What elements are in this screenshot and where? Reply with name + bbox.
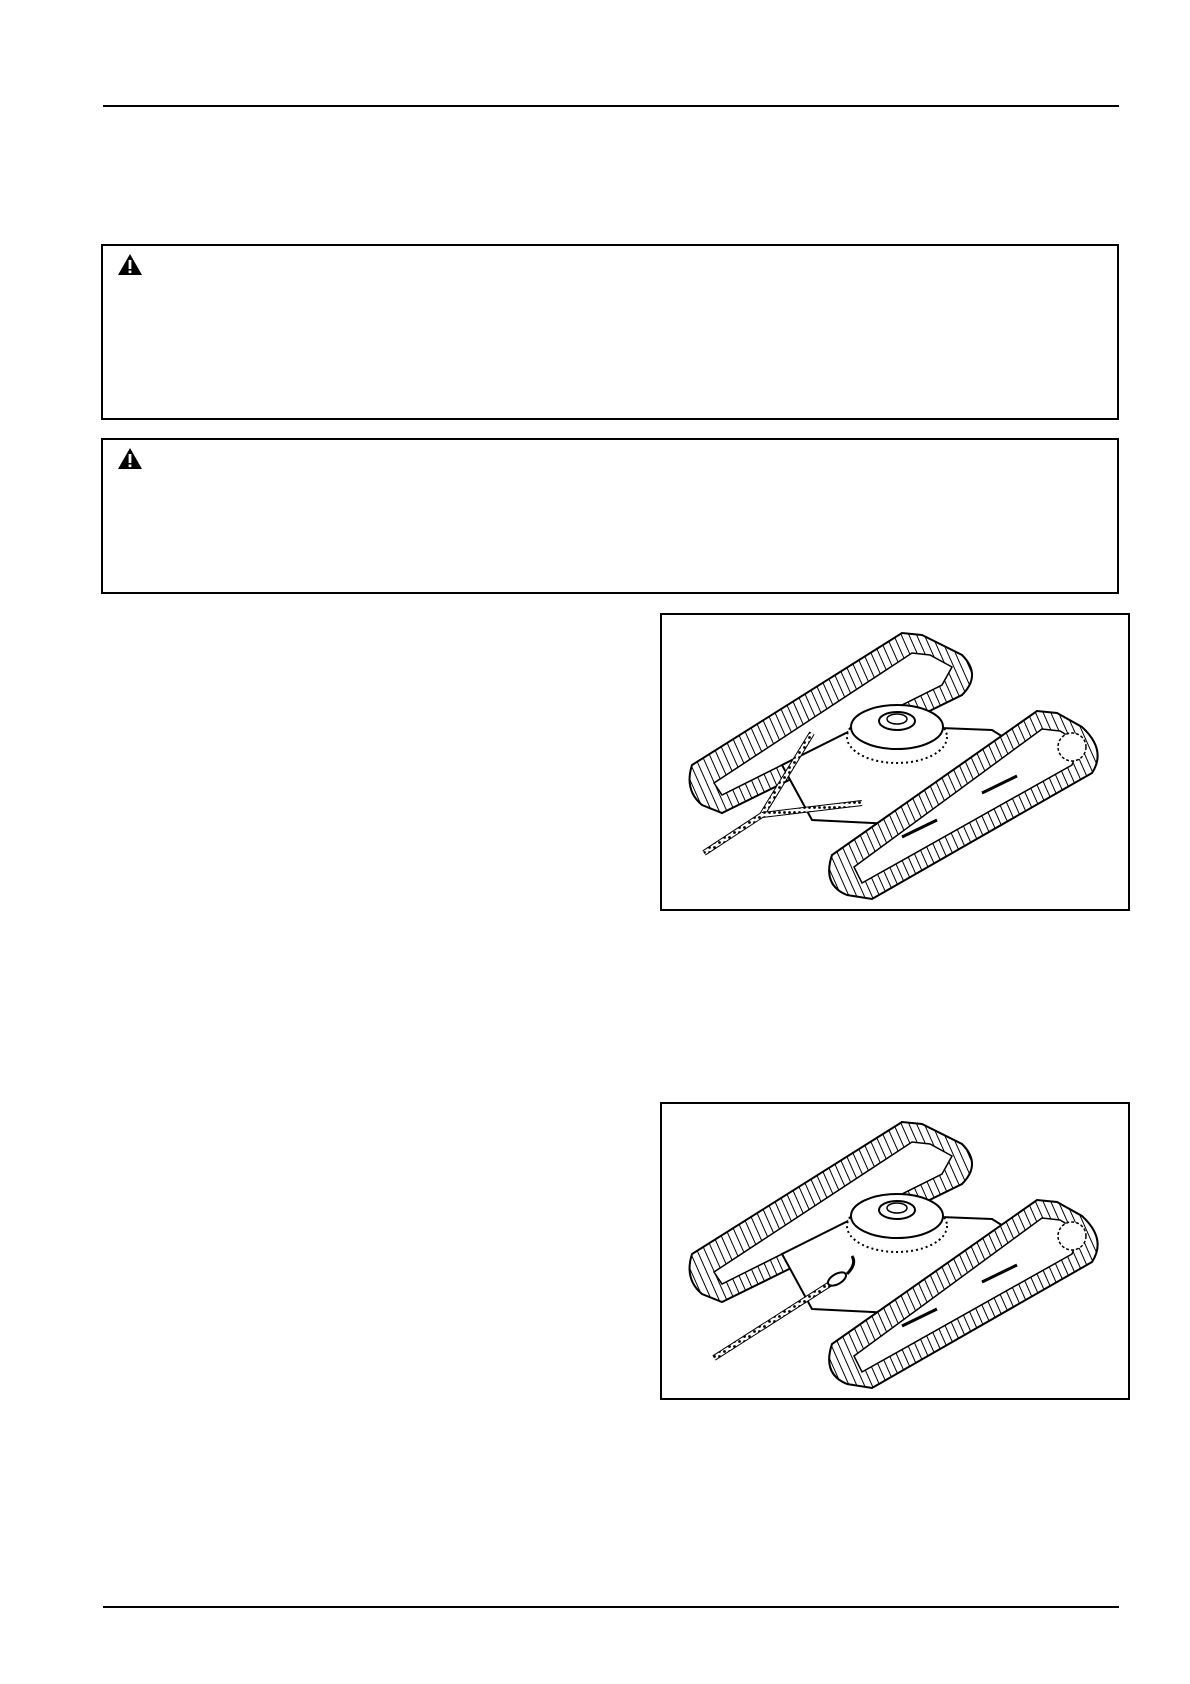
undercarriage-cable-illustration bbox=[662, 1104, 1128, 1398]
figure-undercarriage-sling bbox=[660, 613, 1130, 911]
warning-box-1 bbox=[101, 244, 1119, 420]
warning-box-2 bbox=[101, 438, 1119, 594]
footer-rule bbox=[103, 1606, 1119, 1608]
header-rule bbox=[103, 105, 1119, 107]
undercarriage-sling-illustration bbox=[662, 615, 1128, 909]
warning-triangle-icon bbox=[117, 447, 143, 470]
figure-undercarriage-cable bbox=[660, 1102, 1130, 1400]
warning-triangle-icon bbox=[117, 253, 143, 276]
